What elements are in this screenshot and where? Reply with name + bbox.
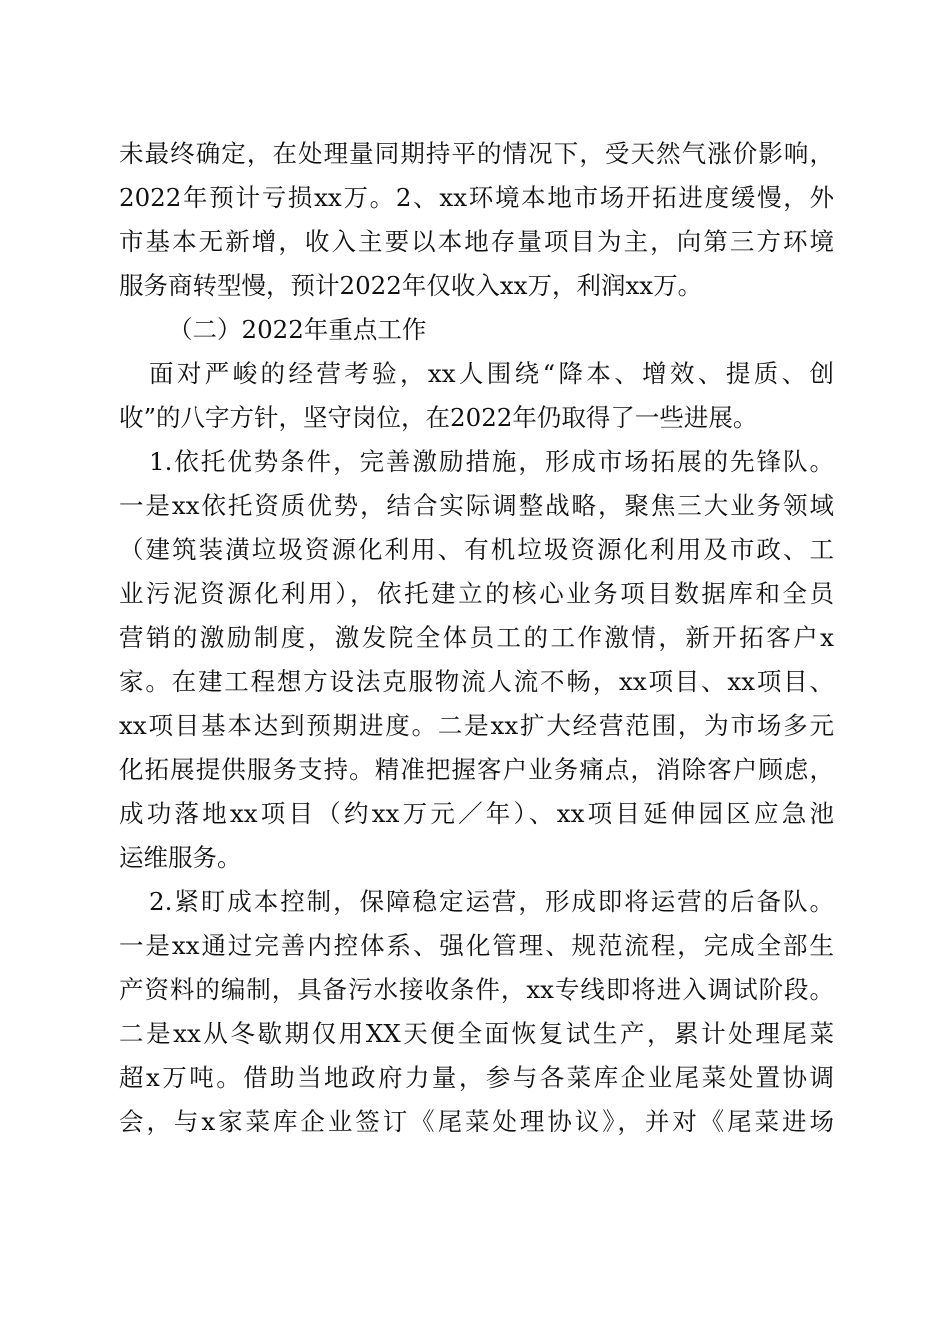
text-line: 未最终确定，在处理量同期持平的情况下，受天然气涨价影响， <box>119 139 834 168</box>
text-line: 二是xx从冬歇期仅用XX天便全面恢复试生产，累计处理尾菜 <box>119 1019 834 1048</box>
subsection-heading: 2.紧盯成本控制，保障稳定运营，形成即将运营的后备队。 <box>149 887 834 916</box>
text-line: 面对严峻的经营考验，xx人围绕“降本、增效、提质、创 <box>149 359 834 388</box>
text-line: 服务商转型慢，预计2022年仅收入xx万，利润xx万。 <box>119 271 703 300</box>
text-line: 收”的八字方针，坚守岗位，在2022年仍取得了一些进展。 <box>119 403 758 432</box>
text-line: 营销的激励制度，激发院全体员工的工作激情，新开拓客户x <box>119 623 834 652</box>
section-heading: （二）2022年重点工作 <box>168 315 427 344</box>
text-line: 成功落地xx项目（约xx万元／年）、xx项目延伸园区应急池 <box>119 799 834 828</box>
text-line: 超x万吨。借助当地政府力量，参与各菜库企业尾菜处置协调 <box>119 1063 834 1092</box>
subsection-heading: 1.依托优势条件，完善激励措施，形成市场拓展的先锋队。 <box>149 447 834 476</box>
text-line: 产资料的编制，具备污水接收条件，xx专线即将进入调试阶段。 <box>119 975 834 1004</box>
text-line: 运维服务。 <box>119 843 242 872</box>
text-line: （建筑装潢垃圾资源化利用、有机垃圾资源化利用及市政、工 <box>119 535 834 564</box>
text-line: 2022年预计亏损xx万。2、xx环境本地市场开拓进度缓慢，外 <box>119 183 834 212</box>
text-line: 化拓展提供服务支持。精准把握客户业务痛点，消除客户顾虑， <box>119 755 834 784</box>
text-line: 市基本无新增，收入主要以本地存量项目为主，向第三方环境 <box>119 227 834 256</box>
text-line: 家。在建工程想方设法克服物流人流不畅，xx项目、xx项目、 <box>119 667 834 696</box>
text-line: 会，与x家菜库企业签订《尾菜处理协议》，并对《尾菜进场 <box>119 1107 834 1136</box>
text-line: 业污泥资源化利用），依托建立的核心业务项目数据库和全员 <box>119 579 834 608</box>
text-line: 一是xx通过完善内控体系、强化管理、规范流程，完成全部生 <box>119 931 834 960</box>
text-line: xx项目基本达到预期进度。二是xx扩大经营范围，为市场多元 <box>119 711 834 740</box>
document-body <box>119 132 834 1144</box>
text-line: 一是xx依托资质优势，结合实际调整战略，聚焦三大业务领域 <box>119 491 834 520</box>
